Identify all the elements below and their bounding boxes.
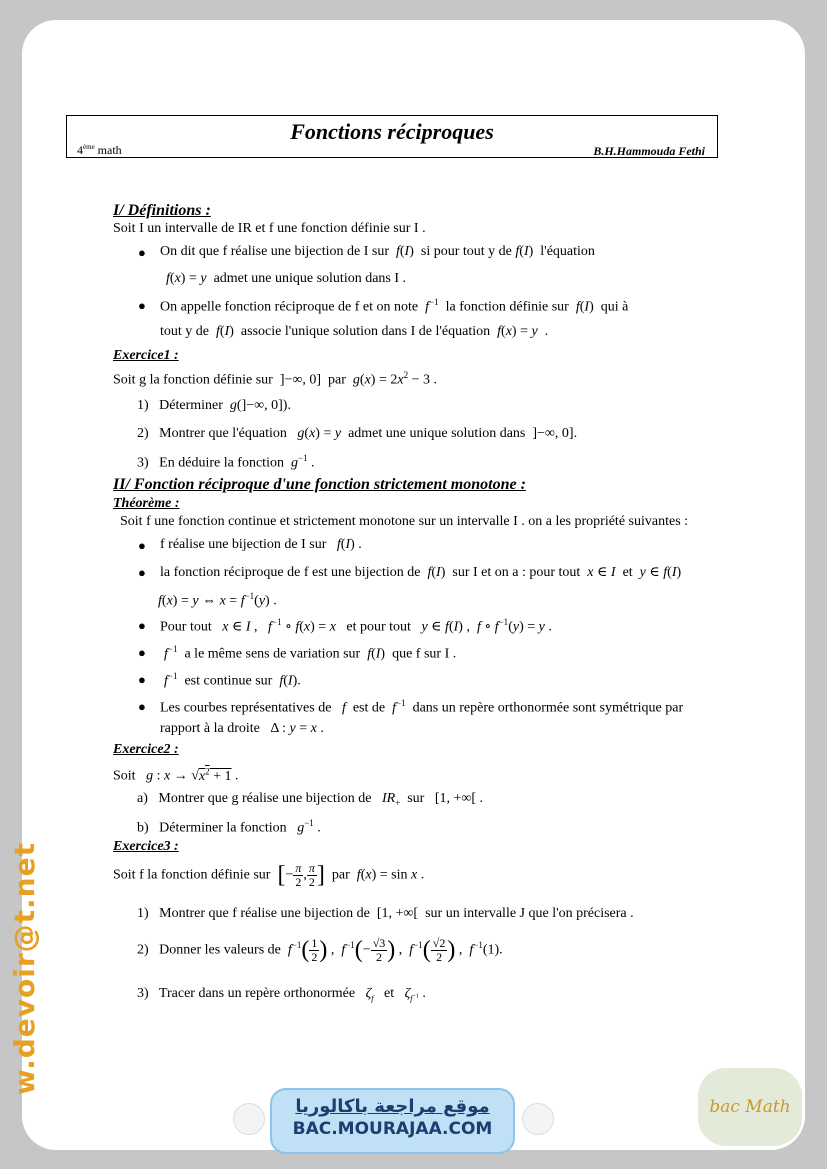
- exercise2-qa: a) Montrer que g réalise une bijection de $IR_+$ sur [1, +∞[ .: [137, 791, 484, 808]
- theorem-heading: Théorème :: [113, 496, 180, 511]
- property-6-line1: Les courbes représentatives de f est de $f^{-1}$ dans un repère orthonormée sont symétrique par: [160, 698, 684, 716]
- exercise2-heading: Exercice2 :: [113, 742, 179, 757]
- grade-text: math: [94, 143, 122, 157]
- property-2-line1: la fonction réciproque de f est une bijection de f(I) sur I et on a : pour tout x ∈ I et y ∈ f(I): [160, 565, 682, 580]
- site-logo-icon: [233, 1103, 265, 1135]
- site-banner[interactable]: [270, 1088, 515, 1154]
- property-3: Pour tout x ∈ I , $f^{-1}$ ∘ f(x) = x et pour tout y ∈ f(I) , f ∘ $f^{-1}(y) = y$ .: [160, 617, 552, 635]
- bullet-icon: ●: [138, 245, 146, 260]
- banner-url-text: BAC.MOURAJAA.COM: [292, 1119, 493, 1139]
- grade-number: 4: [77, 143, 83, 157]
- def1-line2: f(x) = y admet une unique solution dans I .: [166, 271, 407, 286]
- bullet-icon: ●: [138, 645, 146, 660]
- exercise1-q2: 2) Montrer que l'équation g(x) = y admet une unique solution dans ]−∞, 0].: [137, 426, 578, 441]
- def2-line1: On appelle fonction réciproque de f et on note $f^{-1}$ la fonction définie sur f(I) qui à: [160, 297, 629, 315]
- bac-math-logo: bac Math: [698, 1068, 802, 1146]
- def1-line1: On dit que f réalise une bijection de I sur f(I) si pour tout y de f(I) l'équation: [160, 244, 595, 259]
- property-2-line2: f(x) = y ⇔ $x = f^{-1}(y)$ .: [158, 591, 277, 609]
- exercise3-q2: 2) Donner les valeurs de $f^{-1}$( $\frac{1}{2}$ ) , $f^{-1}(-$ $\frac{√3}{2}$ ) , $f^{-1}$( $\frac{√2}{2}$ ) , $f^{-1}(1)$.: [137, 936, 503, 964]
- exercise1-intro: Soit g la fonction définie sur ]−∞, 0] par $g(x) = 2x^2 - 3$ .: [113, 370, 437, 388]
- theorem-intro: Soit f une fonction continue et strictement monotone sur un intervalle I . on a les propriété suivantes :: [120, 514, 689, 529]
- property-1: f réalise une bijection de I sur f(I) .: [160, 537, 362, 552]
- exercise3-q3: 3) Tracer dans un repère orthonormée $\zeta_f$ et $\zeta_{f^{-1}}$ .: [137, 986, 426, 1003]
- bullet-icon: ●: [138, 298, 146, 313]
- exercise3-intro: Soit f la fonction définie sur [− $\frac{\pi}{2}$ , $\frac{\pi}{2}$ ] par f(x) = sin x .: [113, 861, 425, 889]
- exercise1-q3: 3) En déduire la fonction $g^{-1}$ .: [137, 453, 315, 471]
- property-5: $f^{-1}$ est continue sur f(I).: [164, 671, 301, 689]
- property-4: $f^{-1}$ a le même sens de variation sur f(I) que f sur I .: [164, 644, 457, 662]
- watermark-text: w.devoir@t.net: [8, 842, 41, 1095]
- section2-heading: II/ Fonction réciproque d'une fonction strictement monotone :: [113, 476, 526, 493]
- bullet-icon: ●: [138, 538, 146, 553]
- author-name: B.H.Hammouda Fethi: [593, 144, 705, 158]
- exercise2-intro: Soit g : $x \to √x^2 + 1$ .: [113, 766, 239, 784]
- banner-arabic-text: موقع مراجعة باكالوريا: [295, 1096, 490, 1117]
- exercise3-q1: 1) Montrer que f réalise une bijection de [1, +∞[ sur un intervalle J que l'on précisera .: [137, 906, 634, 921]
- document-title: Fonctions réciproques: [290, 119, 494, 144]
- exercise1-q1: 1) Déterminer g(]−∞, 0]).: [137, 398, 291, 413]
- bullet-icon: ●: [138, 618, 146, 633]
- exercise2-qb: b) Déterminer la fonction $g^{-1}$ .: [137, 818, 321, 836]
- exercise1-heading: Exercice1 :: [113, 348, 179, 363]
- site-logo-icon: [522, 1103, 554, 1135]
- bullet-icon: ●: [138, 565, 146, 580]
- section1-intro: Soit I un intervalle de IR et f une fonction définie sur I .: [113, 221, 426, 236]
- bullet-icon: ●: [138, 699, 146, 714]
- header-box: [66, 115, 718, 158]
- grade-superscript: ème: [83, 143, 95, 151]
- property-6-line2: rapport à la droite Δ : y = x .: [160, 721, 324, 736]
- bullet-icon: ●: [138, 672, 146, 687]
- grade-label: [77, 143, 122, 158]
- def2-line2: tout y de f(I) associe l'unique solution dans I de l'équation f(x) = y .: [160, 324, 549, 339]
- exercise3-heading: Exercice3 :: [113, 839, 179, 854]
- section1-heading: I/ Définitions :: [113, 202, 211, 219]
